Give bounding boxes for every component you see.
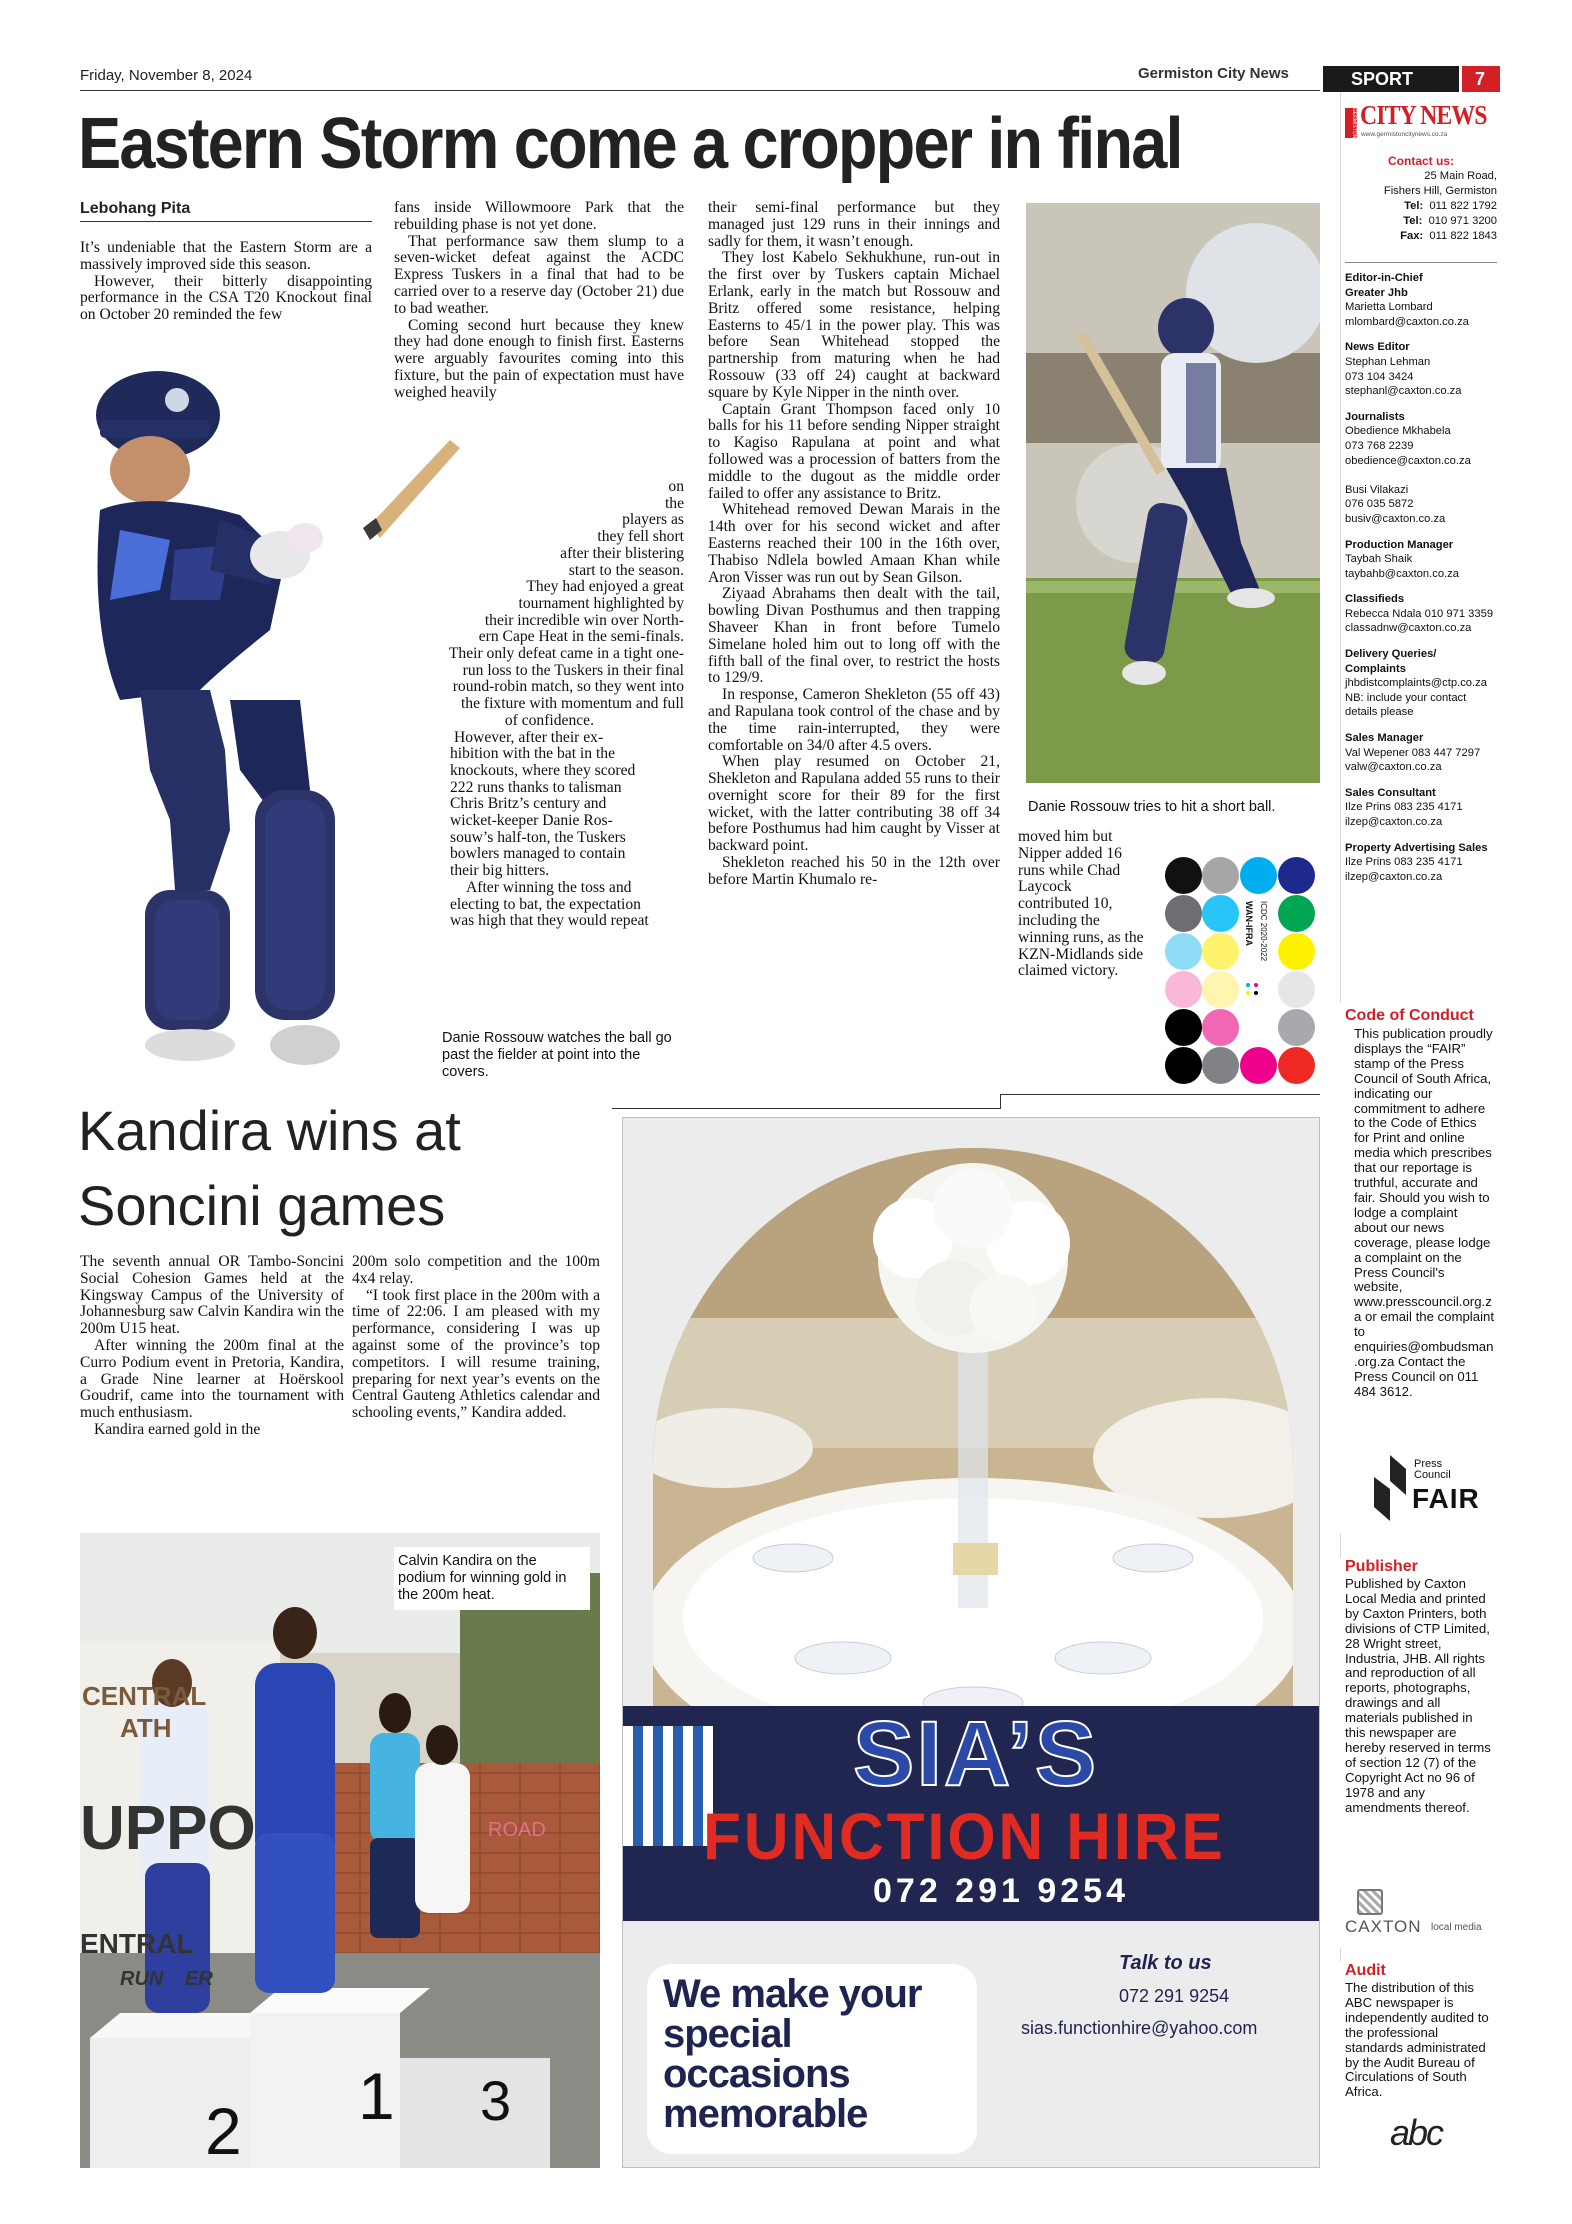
paragraph: Coming second hurt because they knew they had done enough to finish first. Easterns were arguably favourites coming into this fixture, but the pain of expectation must have weighed heavily	[394, 316, 684, 401]
staff-detail: Val Wepener 083 447 7297	[1345, 746, 1481, 759]
banner-text: RUN	[120, 1968, 164, 1990]
tel-label: Tel:	[1404, 200, 1424, 212]
staff-detail: 073 768 2239	[1345, 439, 1414, 452]
brand-url: www.germistoncitynews.co.za	[1361, 131, 1448, 138]
paragraph: Kandira earned gold in the	[94, 1420, 261, 1438]
article1-column-2-wrap	[394, 479, 684, 930]
color-swatch	[1165, 895, 1202, 932]
headline-article2	[78, 1093, 461, 1243]
color-swatch	[1202, 1009, 1239, 1046]
banner-text: CENTRAL	[82, 1681, 207, 1711]
article1-divider-v	[1000, 1094, 1001, 1108]
tel-line	[1345, 199, 1497, 214]
staff-entry	[1345, 271, 1497, 329]
staff-detail[interactable]: obedience@caxton.co.za	[1345, 454, 1471, 467]
banner-text: UPPO	[80, 1794, 256, 1863]
caption-podium: Calvin Kandira on the podium for winning gold in the 200m heat.	[394, 1547, 590, 1610]
staff-detail[interactable]: ilzep@caxton.co.za	[1345, 870, 1443, 883]
paragraph: Whitehead removed Dewan Marais in the 14th over for his second wicket and after Easterns reached their 100 in the 16th over, Thabiso Ndlela bowled Amaan Khan while Aron Visser was run out by Sean Gilson.	[708, 501, 1000, 586]
sidebar-divider	[1345, 262, 1497, 263]
wrap-line: After winning the toss and	[466, 878, 632, 896]
wrap-line: the fixture with momentum and full	[460, 695, 684, 713]
audit-text: The distribution of this ABC newspaper is independently audited to the professional standards administrated by the Audit Bureau of Circulations of South Africa.	[1345, 1980, 1489, 2100]
staff-role: Editor-in-Chief Greater Jhb	[1345, 272, 1423, 299]
color-swatch	[1278, 971, 1315, 1008]
wrap-line: on	[668, 478, 684, 495]
wrap-line: electing to bat, the expectation	[450, 895, 641, 913]
tel-number: 011 822 1792	[1429, 200, 1497, 212]
staff-detail[interactable]: busiv@caxton.co.za	[1345, 512, 1446, 525]
staff-entry	[1345, 647, 1497, 720]
wrap-line: players as	[622, 511, 684, 529]
address-line: Fishers Hill, Germiston	[1383, 185, 1497, 197]
paragraph: 200m solo competition and the 100m 4x4 relay.	[352, 1253, 600, 1287]
contact-title: Contact us:	[1388, 154, 1454, 168]
banner-text: ENTRAL	[80, 1928, 194, 1959]
staff-role: News Editor	[1345, 341, 1410, 354]
ad-phone-banner: 072 291 9254	[873, 1872, 1129, 1910]
wrap-line: bowlers managed to contain	[450, 845, 626, 863]
banner-text: ATH	[120, 1713, 172, 1743]
icdc-text: ICDC 2020-2022	[1259, 901, 1268, 962]
byline: Lebohang Pita	[80, 200, 191, 217]
wrap-line: of confidence.	[504, 711, 594, 729]
photo-batter-right	[1026, 203, 1320, 783]
paragraph: The seventh annual OR Tambo-Soncini Social Cohesion Games held at the Kingsway Campus of the University of Johannesburg saw Calvin Kandira win the 200m U15 heat.	[80, 1253, 344, 1338]
section-tab	[1323, 66, 1459, 92]
ad-phone: 072 291 9254	[1119, 1986, 1230, 2006]
wrap-line: 222 runs thanks to talisman	[450, 778, 622, 796]
staff-detail[interactable]: valw@caxton.co.za	[1345, 761, 1442, 774]
issue-date: Friday, November 8, 2024	[80, 67, 253, 84]
staff-detail[interactable]: jhbdistcomplaints@ctp.co.za	[1345, 677, 1487, 690]
color-swatch	[1202, 857, 1239, 894]
wrap-line: They had enjoyed a great	[526, 578, 684, 596]
staff-role: Sales Consultant	[1345, 786, 1436, 799]
article1-divider-left	[612, 1108, 1001, 1109]
staff-entry	[1345, 410, 1497, 527]
staff-entry	[1345, 538, 1497, 582]
podium-number-3: 3	[480, 2069, 512, 2132]
masthead-logo	[1345, 100, 1497, 142]
paper-name: Germiston City News	[1138, 65, 1289, 82]
staff-detail: Stephan Lehman	[1345, 355, 1431, 368]
color-swatch	[1278, 895, 1315, 932]
staff-detail: Ilze Prins 083 235 4171	[1345, 856, 1463, 869]
caption-batter-main: Danie Rossouw watches the ball go past the fielder at point into the covers.	[442, 1030, 672, 1080]
color-swatch	[1165, 971, 1202, 1008]
wrap-line: Their only defeat came in a tight one-	[448, 645, 684, 663]
caption-batter-right: Danie Rossouw tries to hit a short ball.	[1028, 799, 1276, 815]
color-swatch	[1202, 933, 1239, 970]
staff-role: Journalists	[1345, 410, 1405, 423]
tel-line	[1345, 214, 1497, 229]
wan-ifra-text: WAN-IFRA	[1244, 901, 1254, 946]
staff-detail[interactable]: mlombard@caxton.co.za	[1345, 315, 1469, 328]
staff-detail: 073 104 3424	[1345, 370, 1414, 383]
caxton-mark-icon	[1357, 1889, 1383, 1915]
wrap-line: round-robin match, so they went into	[452, 678, 684, 696]
wrap-line: hibition with the bat in the	[450, 745, 616, 763]
wrap-line: run loss to the Tuskers in their final	[462, 661, 684, 679]
publisher-text: Published by Caxton Local Media and printed by Caxton Printers, both divisions of CTP Limited, 28 Wright street, Industria, JHB. All rights and reproduction of all reports, photographs, drawings and all materials published in this newspaper are hereby reserved in terms of section 12 (7) of the Copyright Act no 96 of 1978 and any amendments thereof.	[1345, 1576, 1491, 1815]
fax-label: Fax:	[1400, 230, 1424, 242]
headline-article1: Eastern Storm come a cropper in final	[78, 104, 1182, 184]
tel-label: Tel:	[1403, 215, 1423, 227]
address-line: 25 Main Road,	[1424, 170, 1497, 182]
staff-entry	[1345, 592, 1497, 636]
color-swatch	[1165, 1047, 1202, 1084]
color-swatch	[1165, 1009, 1202, 1046]
code-of-conduct-title: Code of Conduct	[1345, 1007, 1474, 1024]
ad-talk-to-us: Talk to us	[1119, 1952, 1212, 1974]
wrap-line: wicket-keeper Danie Ros-	[450, 812, 613, 830]
wrap-line: their incredible win over North-	[484, 611, 684, 629]
banner-text: ER	[185, 1968, 213, 1990]
color-swatch	[1278, 1047, 1315, 1084]
ad-email[interactable]: sias.functionhire@yahoo.com	[1021, 2018, 1258, 2038]
page-number-box	[1462, 66, 1500, 92]
ad-slogan-box	[647, 1964, 977, 2154]
color-swatch	[1278, 933, 1315, 970]
fair-small-1: Press	[1414, 1458, 1443, 1470]
wrap-line: start to the season.	[568, 561, 684, 579]
wrap-line: after their blistering	[560, 544, 684, 562]
staff-detail: Marietta Lombard	[1345, 301, 1433, 314]
paragraph: However, their bitterly disappointing performance in the CSA T20 Knockout final on October 20 reminded the few	[80, 272, 372, 324]
paragraph: Shekleton reached his 50 in the 12th over before Martin Khumalo re-	[708, 854, 1000, 888]
paragraph: In response, Cameron Shekleton (55 off 43) and Rapulana took control of the chase and by the time rain-interrupted, they were comfortable on 34/0 after 4.5 overs.	[708, 686, 1000, 754]
wrap-line: tournament highlighted by	[518, 594, 684, 612]
table-illustration	[653, 1148, 1293, 1768]
headline-line: Soncini games	[78, 1174, 446, 1237]
paragraph: After winning the 200m final at the Curro Podium event in Pretoria, Kandira, a Grade Nine learner at Hoërskool Goudrif, came into the tournament with much enthusiasm.	[80, 1336, 344, 1422]
color-registration-bar	[1158, 851, 1320, 1096]
staff-role: Property Advertising Sales	[1345, 841, 1488, 854]
article2-column-1	[80, 1254, 344, 1439]
photo-podium	[80, 1533, 600, 2168]
section-label: SPORT	[1351, 69, 1414, 89]
fair-big: FAIR	[1412, 1483, 1480, 1514]
advert-function-hire	[622, 1117, 1320, 2168]
wrap-line: the	[664, 494, 684, 512]
staff-entry	[1345, 340, 1497, 398]
tel-number: 010 971 3200	[1428, 215, 1497, 227]
paragraph: When play resumed on October 21, Shekleton and Rapulana added 55 runs to their overnight score for their 89 for the first wicket, with the latter contributing 38 off 34 before Posthumus had him caught by Visser at backward point.	[708, 753, 1000, 855]
fair-logo-icon	[1370, 1455, 1410, 1521]
audit-box	[1340, 1962, 1502, 2168]
staff-detail	[1345, 468, 1497, 483]
article2-column-2	[352, 1254, 600, 1422]
paragraph: It’s undeniable that the Eastern Storm are a massively improved side this season.	[80, 239, 372, 273]
ad-table-photo	[653, 1148, 1293, 1768]
slogan-line: occasions	[663, 2052, 850, 2096]
wrap-line: souw’s half-ton, the Tuskers	[450, 828, 626, 846]
paragraph: That performance saw them slump to a seven-wicket defeat against the ACDC Express Tuskers in a final that had to be carried over to a reserve day (October 21) due to bad weather.	[394, 232, 684, 317]
color-swatch	[1165, 857, 1202, 894]
color-swatch	[1202, 1047, 1239, 1084]
slogan-line: special	[663, 2012, 792, 2056]
staff-detail: Ilze Prins 083 235 4171	[1345, 801, 1463, 814]
color-swatch	[1202, 971, 1239, 1008]
staff-detail: Rebecca Ndala 010 971 3359	[1345, 607, 1494, 620]
slogan-line: We make your	[663, 1972, 922, 2016]
audit-title: Audit	[1345, 1962, 1386, 1979]
ad-slogan	[663, 1974, 922, 2134]
code-of-conduct-text: This publication proudly displays the “FAIR” stamp of the Press Council of South Africa, indicating our commitment to adhere to the Code of Ethics for Print and online media which prescribes that our reportage is truthful, accurate and fair. Should you wish to lodge a complaint about our news coverage, please lodge a complaint on the Press Council's website, www.presscouncil.org.za or email the complaint to enquiries@ombudsman.org.za Contact the Press Council on 011 484 3612.	[1354, 1026, 1495, 1399]
podium-number-1: 1	[358, 2059, 395, 2133]
brand-name: CITY NEWS	[1360, 100, 1487, 130]
paragraph: fans inside Willowmoore Park that the rebuilding phase is not yet done.	[394, 199, 684, 233]
abc-logo: abc	[1390, 2112, 1443, 2153]
publisher-box	[1340, 1558, 1502, 1948]
ad-name-line1: SIA’S	[853, 1703, 1099, 1805]
tent-graphic	[623, 1726, 713, 1846]
staff-detail[interactable]: classadnw@caxton.co.za	[1345, 622, 1472, 635]
paragraph: They lost Kabelo Sekhukhune, run-out in the first over by Tuskers captain Michael Erlank, early in the match but Rossouw and Britz offered some resistance, helping Easterns to 45/1 in the power play. This was before Sean Whitehead stopped the partnership from maturing when he had Rossouw (33 off 24) caught at backward square by Kyle Nipper in the ninth over.	[708, 249, 1000, 401]
registration-dots	[1246, 983, 1266, 1003]
slogan-line: memorable	[663, 2092, 868, 2136]
byline-rule	[80, 221, 372, 222]
wrap-line: However, after their ex-	[454, 728, 604, 746]
staff-role: Classifieds	[1345, 593, 1405, 606]
fax-number: 011 822 1843	[1429, 230, 1497, 242]
color-swatch	[1278, 1009, 1315, 1046]
shirt-text: ROAD	[488, 1819, 546, 1841]
color-swatch	[1202, 895, 1239, 932]
wrap-line: knockouts, where they scored	[450, 761, 636, 779]
headline-line: Kandira wins at	[78, 1099, 461, 1162]
caxton-sub: local media	[1431, 1922, 1482, 1933]
staff-entry	[1345, 841, 1497, 885]
publisher-title: Publisher	[1345, 1558, 1418, 1575]
wrap-line: was high that they would repeat	[450, 912, 649, 930]
ad-brand-banner	[623, 1703, 1320, 1921]
contact-block	[1345, 154, 1497, 244]
color-swatch	[1278, 857, 1315, 894]
staff-detail[interactable]: stephanl@caxton.co.za	[1345, 385, 1462, 398]
brand-small: GERMISTON	[1345, 108, 1357, 138]
press-council-fair-logo	[1370, 1455, 1480, 1525]
caxton-logo	[1345, 1889, 1495, 1935]
staff-detail: NB: include your contact	[1345, 691, 1467, 704]
fax-line	[1345, 229, 1497, 244]
article1-column-3	[708, 200, 1000, 889]
paragraph: their semi-final performance but they managed just 129 runs in their innings and sadly for them, it wasn’t enough.	[708, 199, 1000, 250]
fair-small-2: Council	[1414, 1469, 1451, 1481]
article1-column-4	[1018, 829, 1146, 980]
color-swatch	[1240, 857, 1277, 894]
paragraph: “I took first place in the 200m with a time of 22:06. I am pleased with my performance, considering I was up against some of the province’s top competitors. I will resume training, preparing for next year’s events on the Central Gauteng Athletics calendar and schooling events,” Kandira added.	[352, 1286, 600, 1422]
staff-detail: 076 035 5872	[1345, 498, 1414, 511]
header-rule	[80, 90, 1320, 91]
paragraph: Ziyaad Abrahams then dealt with the tail, bowling Divan Posthumus and then trapping Shaveer Khan in front before Tumelo Simelane holed him out to long off with the fifth ball of the final over, to restrict the hosts to 129/9.	[708, 585, 1000, 687]
wrap-line: ern Cape Heat in the semi-finals.	[478, 628, 684, 646]
staff-detail[interactable]: taybahb@caxton.co.za	[1345, 567, 1459, 580]
batter-right-illustration	[1026, 203, 1320, 783]
staff-detail[interactable]: ilzep@caxton.co.za	[1345, 816, 1443, 828]
color-swatch	[1165, 933, 1202, 970]
staff-entry	[1345, 731, 1497, 775]
page-number: 7	[1475, 69, 1486, 89]
article1-divider	[1000, 1094, 1320, 1095]
staff-role: Sales Manager	[1345, 732, 1424, 745]
staff-entry	[1345, 786, 1497, 830]
article1-column-1	[80, 240, 372, 324]
staff-role: Delivery Queries/ Complaints	[1345, 648, 1437, 675]
podium-number-2: 2	[205, 2094, 242, 2168]
paragraph: moved him but Nipper added 16 runs while Chad Laycock contributed 10, including the winning runs, as the KZN-Midlands side claimed victory.	[1018, 828, 1144, 980]
staff-detail: Taybah Shaik	[1345, 553, 1413, 566]
staff-detail: Busi Vilakazi	[1345, 483, 1409, 496]
code-of-conduct-box	[1340, 1003, 1502, 1533]
paragraph: Captain Grant Thompson faced only 10 balls for his 11 before sending Nipper straight to Kagiso Rapulana at point and what followed was a procession of batters from the middle to the dugout as the middle order failed to offer any assistance to Britz.	[708, 400, 1000, 502]
staff-role: Production Manager	[1345, 538, 1454, 551]
staff-detail: details please	[1345, 706, 1414, 719]
caxton-wordmark: CAXTON	[1345, 1917, 1422, 1936]
wrap-line: Chris Britz’s century and	[450, 795, 607, 813]
wrap-line: their big hitters.	[450, 862, 550, 880]
ad-name-line2: FUNCTION HIRE	[703, 1799, 1226, 1873]
color-swatch	[1240, 1047, 1277, 1084]
staff-detail: Obedience Mkhabela	[1345, 425, 1451, 438]
wrap-line: they fell short	[597, 528, 684, 546]
staff-list	[1345, 271, 1497, 895]
